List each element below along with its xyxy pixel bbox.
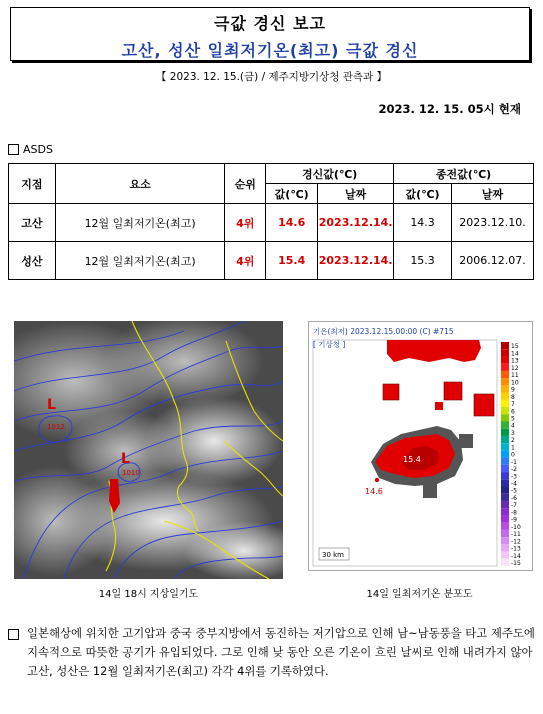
header-old-date: 날짜 xyxy=(452,184,534,204)
checkbox-square-icon xyxy=(8,144,19,155)
low-pressure-value: 1012 xyxy=(47,423,65,431)
legend-swatch xyxy=(501,472,509,479)
issued-line: 【 2023. 12. 15.(금) / 제주지방기상청 관측과 】 xyxy=(155,71,388,83)
legend-tick-label: 9 xyxy=(511,386,515,394)
legend-tick-label: 15 xyxy=(511,343,519,351)
header-rank: 순위 xyxy=(225,164,266,204)
legend-tick-label: -7 xyxy=(511,502,517,510)
legend-tick-label: 0 xyxy=(511,451,515,459)
cell-station: 고산 xyxy=(9,204,56,242)
legend-swatch xyxy=(501,450,509,457)
section-header xyxy=(8,143,53,156)
legend-tick-label: -5 xyxy=(511,487,517,495)
cell-rank: 4위 xyxy=(225,204,266,242)
report-title: 극값 경신 보고 xyxy=(214,14,326,33)
low-pressure-value: 1010 xyxy=(122,469,140,477)
legend-tick-label: -14 xyxy=(511,552,521,560)
header-new-group: 경신값(℃) xyxy=(266,164,394,184)
legend-tick-label: 12 xyxy=(511,364,519,372)
cell-element: 12월 일최저기온(최고) xyxy=(55,204,224,242)
header-new-value: 값(℃) xyxy=(266,184,318,204)
legend-tick-label: -10 xyxy=(511,523,521,531)
cell-station: 성산 xyxy=(9,242,56,280)
legend-tick-label: 1 xyxy=(511,444,515,452)
cell-old-date: 2023.12.10. xyxy=(452,204,534,242)
legend-swatch xyxy=(501,443,509,450)
legend-swatch xyxy=(501,523,509,530)
surface-map-caption: 14일 18시 지상일기도 xyxy=(98,589,199,600)
cell-new-date: 2023.12.14. xyxy=(318,204,394,242)
header-old-group: 종전값(℃) xyxy=(394,164,534,184)
legend-tick-label: 2 xyxy=(511,437,515,445)
legend-tick-label: -15 xyxy=(511,560,521,567)
legend-swatch xyxy=(501,508,509,515)
low-pressure-symbol: L xyxy=(47,397,56,413)
legend-swatch xyxy=(501,421,509,428)
legend-tick-label: 3 xyxy=(511,429,515,437)
dist-map-caption: 14일 일최저기온 분포도 xyxy=(366,589,473,600)
min-temperature-map xyxy=(308,321,533,571)
table-row xyxy=(9,204,534,242)
legend-tick-label: -6 xyxy=(511,494,517,502)
legend-swatch xyxy=(501,494,509,501)
legend-swatch xyxy=(501,530,509,537)
legend-tick-label: 4 xyxy=(511,422,515,430)
report-title-box xyxy=(10,7,530,61)
legend-swatch xyxy=(501,342,509,349)
cell-new-value: 14.6 xyxy=(266,204,318,242)
map-org-label: [ 기상청 ] xyxy=(313,340,346,349)
legend-swatch xyxy=(501,552,509,559)
legend-swatch xyxy=(501,501,509,508)
legend-swatch xyxy=(501,465,509,472)
explanation-paragraph xyxy=(8,624,536,681)
legend-swatch xyxy=(501,356,509,363)
legend-swatch xyxy=(501,407,509,414)
cell-new-date: 2023.12.14. xyxy=(318,242,394,280)
legend-swatch xyxy=(501,400,509,407)
legend-swatch xyxy=(501,349,509,356)
table-header-row xyxy=(9,164,534,184)
legend-tick-label: 6 xyxy=(511,408,515,416)
header-station: 지점 xyxy=(9,164,56,204)
legend-tick-label: 5 xyxy=(511,415,515,423)
as-of-datetime: 2023. 12. 15. 05시 현재 xyxy=(378,102,521,116)
legend-tick-label: 14 xyxy=(511,350,519,358)
legend-tick-label: -12 xyxy=(511,538,521,546)
legend-tick-label: -1 xyxy=(511,458,517,466)
legend-swatch xyxy=(501,559,509,566)
point-label-seongsan: 15.4 xyxy=(403,455,421,464)
header-new-date: 날짜 xyxy=(318,184,394,204)
legend-swatch xyxy=(501,429,509,436)
low-pressure-symbol: L xyxy=(121,451,130,467)
map-header-text: 기온(최저) 2023.12.15.00:00 (C) #715 xyxy=(313,327,454,336)
legend-swatch xyxy=(501,414,509,421)
legend-swatch xyxy=(501,458,509,465)
legend-swatch xyxy=(501,487,509,494)
legend-swatch xyxy=(501,371,509,378)
legend-swatch xyxy=(501,479,509,486)
legend-tick-label: 11 xyxy=(511,372,519,380)
legend-swatch xyxy=(501,378,509,385)
legend-tick-label: 10 xyxy=(511,379,519,387)
legend-tick-label: -11 xyxy=(511,531,521,539)
surface-weather-map xyxy=(14,321,283,579)
legend-tick-label: 13 xyxy=(511,357,519,365)
table-row xyxy=(9,242,534,280)
point-label-gosan: 14.6 xyxy=(365,487,383,496)
cell-old-value: 15.3 xyxy=(394,242,452,280)
legend-swatch xyxy=(501,393,509,400)
legend-tick-label: -13 xyxy=(511,545,521,553)
legend-tick-label: -2 xyxy=(511,466,517,474)
explanation-text: 일본해상에 위치한 고기압과 중국 중부지방에서 동진하는 저기압으로 인해 남~남동풍을 타고 제주도에 지속적으로 따뜻한 공기가 유입되었다. 그로 인해 낮 동안 오른 기온이 흐린 날씨로 인해 내려가지 않아 고산, 성산은 12월 일최저기온(최고) 각각 4위를 기록하였다. xyxy=(27,626,535,678)
cell-new-value: 15.4 xyxy=(266,242,318,280)
cell-old-value: 14.3 xyxy=(394,204,452,242)
legend-tick-label: 8 xyxy=(511,393,515,401)
header-old-value: 값(℃) xyxy=(394,184,452,204)
checkbox-square-icon xyxy=(8,629,19,640)
legend-swatch xyxy=(501,385,509,392)
cell-rank: 4위 xyxy=(225,242,266,280)
legend-swatch xyxy=(501,364,509,371)
legend-tick-label: -8 xyxy=(511,509,517,517)
legend-tick-label: -9 xyxy=(511,516,517,524)
legend-swatch xyxy=(501,537,509,544)
header-element: 요소 xyxy=(55,164,224,204)
cell-old-date: 2006.12.07. xyxy=(452,242,534,280)
legend-tick-label: 7 xyxy=(511,401,515,409)
record-table xyxy=(8,163,534,280)
legend-swatch xyxy=(501,515,509,522)
legend-swatch xyxy=(501,544,509,551)
scale-bar-label: 30 km xyxy=(322,551,345,559)
legend-swatch xyxy=(501,436,509,443)
cell-element: 12월 일최저기온(최고) xyxy=(55,242,224,280)
section-label: ASDS xyxy=(23,143,53,156)
legend-tick-label: -3 xyxy=(511,473,517,481)
report-subtitle: 고산, 성산 일최저기온(최고) 극값 경신 xyxy=(121,41,419,60)
legend-tick-label: -4 xyxy=(511,480,517,488)
